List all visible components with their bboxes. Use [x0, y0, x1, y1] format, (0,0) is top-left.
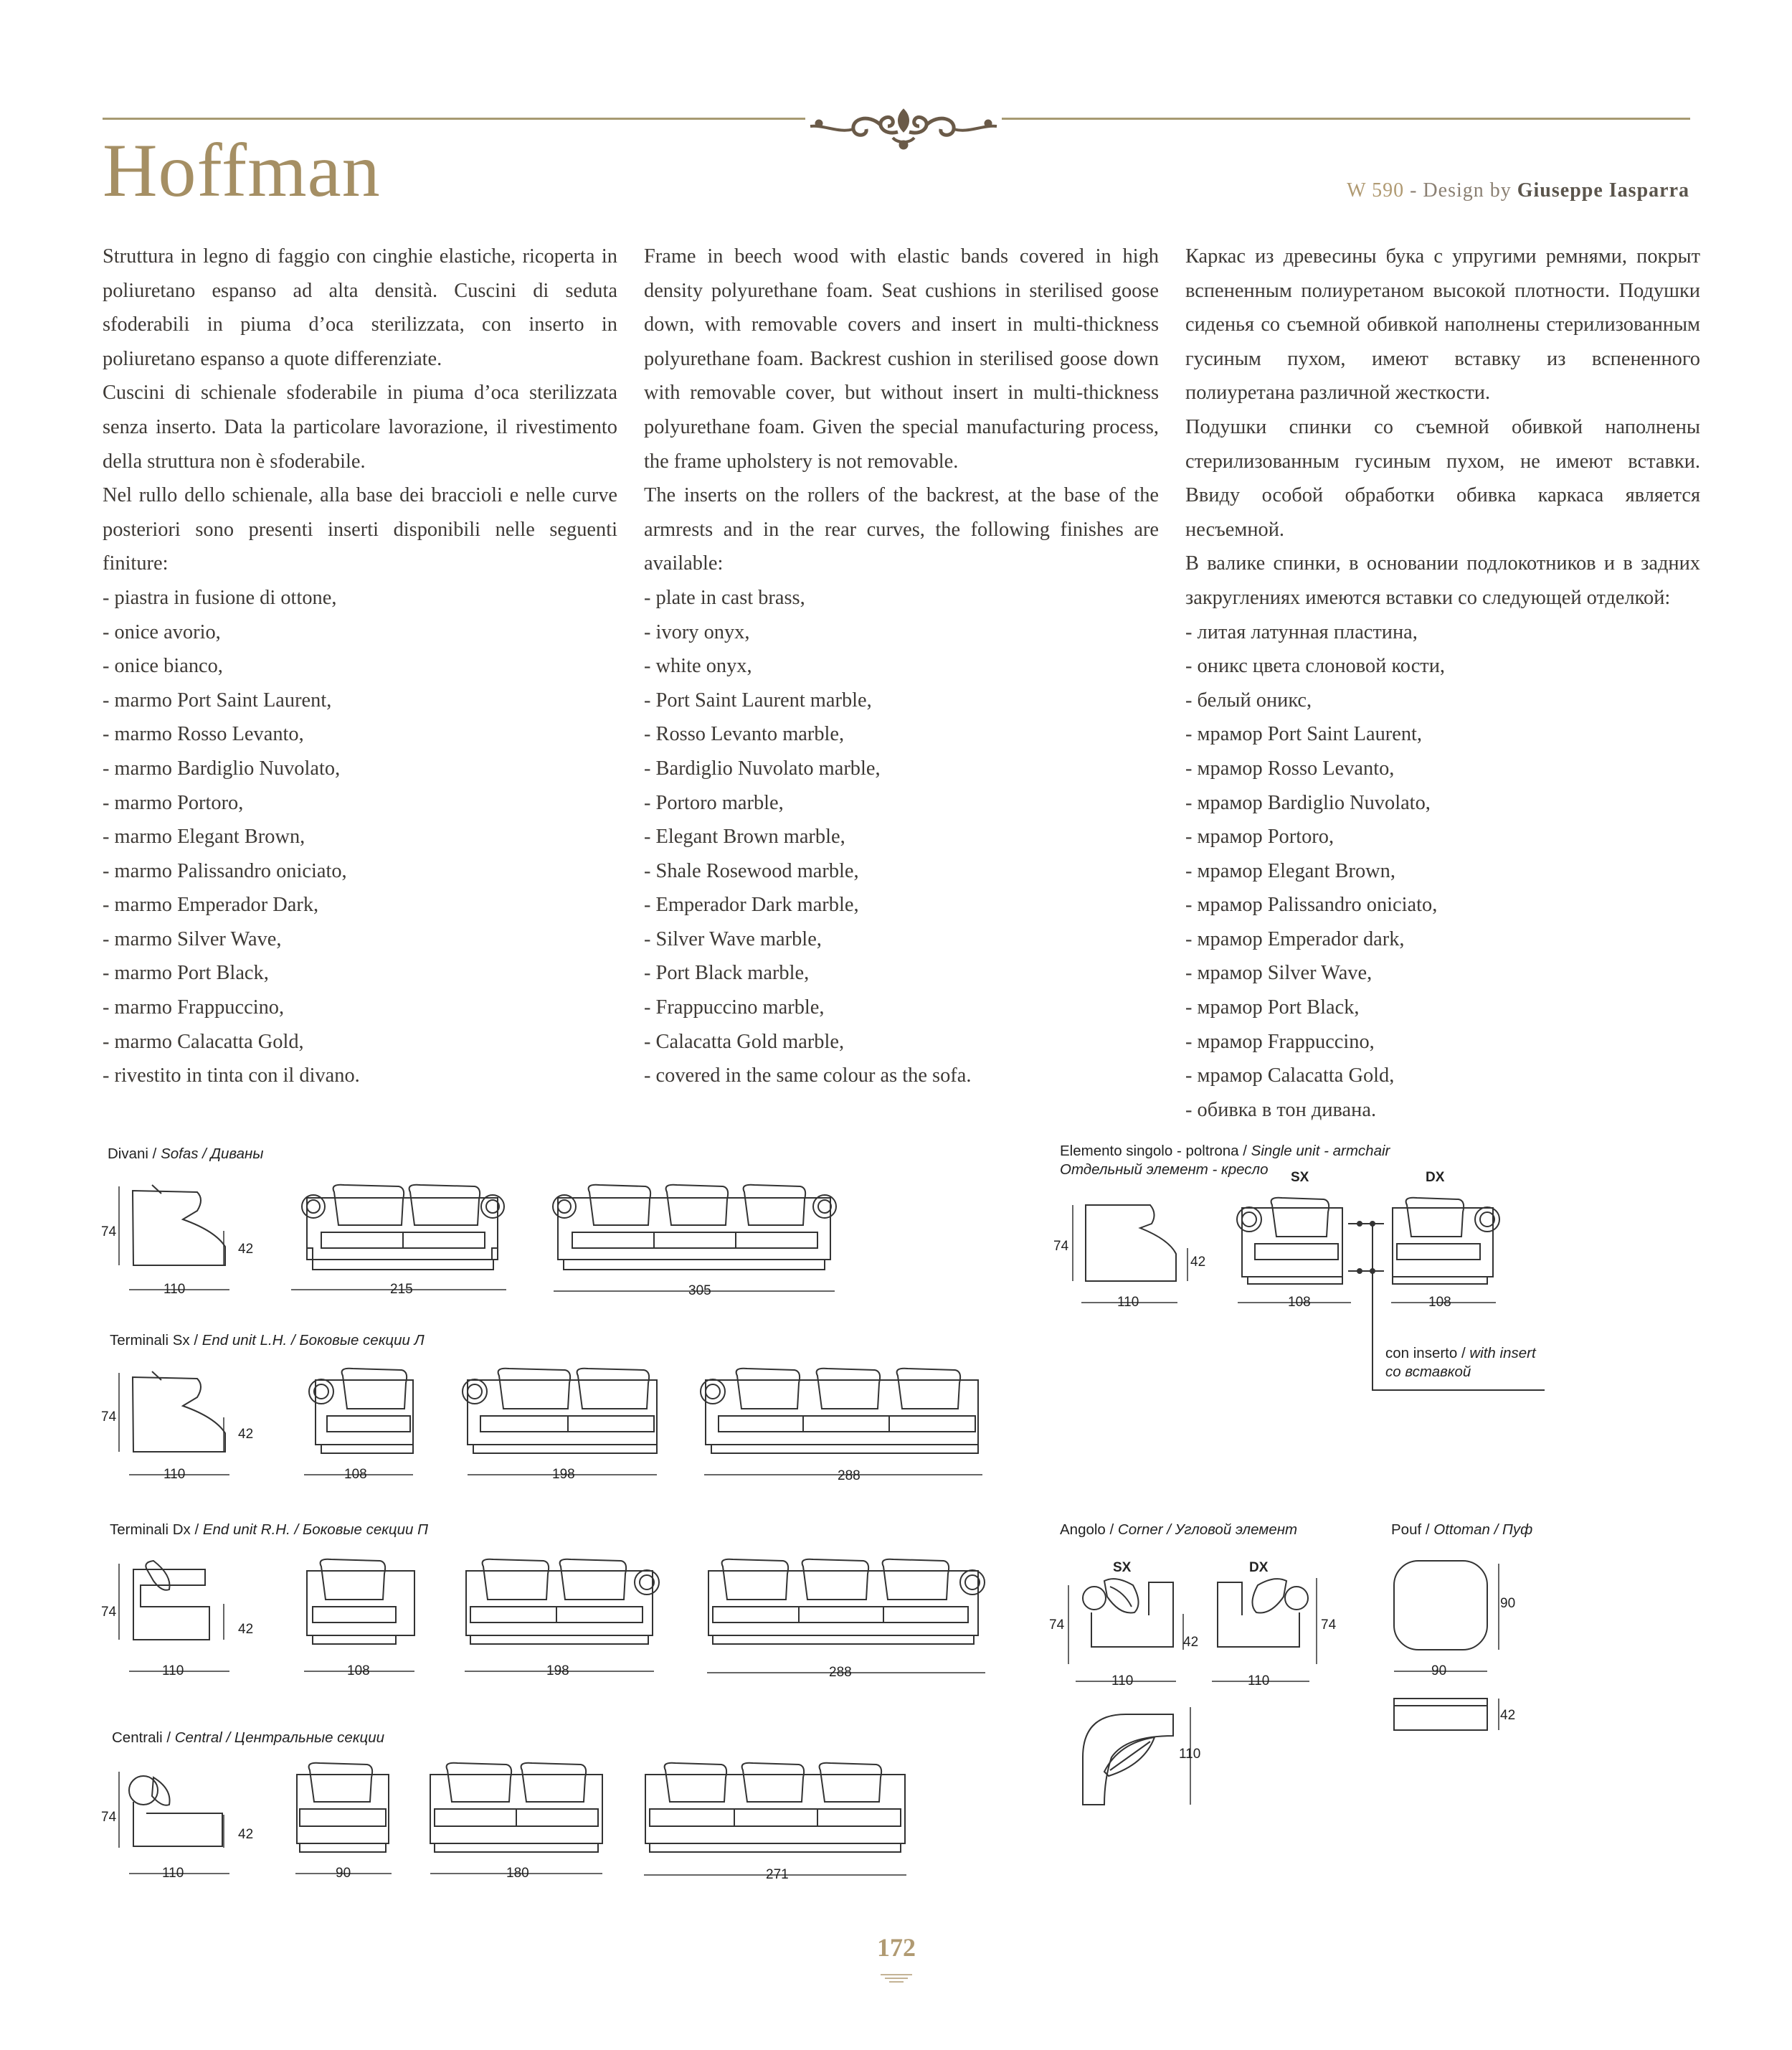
section-corner: Angolo / Corner / Угловой элемент [1060, 1521, 1298, 1538]
sofa-305-front [553, 1185, 836, 1270]
dim-width: 271 [766, 1867, 789, 1882]
list-item: - Port Black marble, [644, 962, 810, 985]
dim-width: 215 [390, 1282, 413, 1297]
dim-width: 288 [829, 1665, 852, 1680]
list-item: - мрамор Elegant Brown, [1185, 859, 1395, 882]
paragraph: Struttura in legno di faggio con cinghie elastiche, ricoperta in poliuretano espanso ad alta densità. Cuscini di seduta sfoderabili in piuma d’oca sterilizzata, con inserto in poliuretano espanso a quote differenziate. [103, 245, 617, 370]
list-item: - мрамор Palissandro oniciato, [1185, 894, 1438, 917]
list-item: - мрамор Rosso Levanto, [1185, 757, 1395, 780]
insert-note: con inserto / with insert со вставкой [1385, 1345, 1536, 1380]
list-item: - Rosso Levanto marble, [644, 723, 845, 746]
page-number: 172 [877, 1933, 916, 1962]
list-item: - covered in the same colour as the sofa. [644, 1064, 972, 1087]
end-rh-108-front [307, 1559, 414, 1644]
list-item: - обивка в тон дивана. [1185, 1098, 1377, 1121]
section-end-unit-rh: Terminali Dx / End unit R.H. / Боковые секции П [110, 1521, 428, 1538]
list-item: - мрамор Emperador dark, [1185, 927, 1405, 950]
label-dx: DX [1426, 1170, 1445, 1185]
list-item: - marmo Calacatta Gold, [103, 1030, 304, 1053]
dim-width: 90 [336, 1866, 351, 1881]
section-pouf: Pouf / Ottoman / Пуф [1391, 1521, 1533, 1538]
dim-height: 74 [1321, 1617, 1337, 1633]
corner-sx-front [1083, 1579, 1173, 1647]
list-item: - Portoro marble, [644, 791, 784, 814]
dim-seat-height: 42 [238, 1827, 254, 1842]
list-item: - piastra in fusione di ottone, [103, 586, 337, 609]
list-item: - оникс цвета слоновой кости, [1185, 655, 1446, 678]
list-item: - литая латунная пластина, [1185, 620, 1418, 643]
dim-height: 74 [101, 1810, 117, 1825]
section-sofas: Divani / Sofas / Диваны [108, 1146, 264, 1162]
list-item: - мрамор Port Black, [1185, 996, 1360, 1019]
paragraph: Каркас из древесины бука с упругими ремнями, покрыт вспененным полиуретаном высокой плотности. Подушки сиденья со съемной обивкой наполнены стерилизованным гусиным пухом, имеют вставку из вспененного полиуретана различной жесткости. [1185, 245, 1700, 405]
list-item: - мрамор Calacatta Gold, [1185, 1064, 1395, 1087]
dim-width: 288 [838, 1468, 861, 1483]
paragraph: Frame in beech wood with elastic bands covered in high density polyurethane foam. Seat cushions in sterilised goose down, with removable covers and insert in multi-thickness polyurethane foam. Backrest cushion in sterilised goose down with removable cover, but without insert in multi-thickness polyurethane foam. Given the special manufacturing process, the frame upholstery is not removable. [644, 245, 1159, 473]
dim-width: 108 [347, 1663, 370, 1678]
list-item: - Frappuccino marble, [644, 996, 825, 1019]
central-side-view [129, 1776, 222, 1846]
list-item: - marmo Bardiglio Nuvolato, [103, 757, 341, 780]
dim-depth: 110 [163, 1467, 186, 1482]
list-item: - onice avorio, [103, 620, 221, 643]
label-dx: DX [1249, 1560, 1269, 1575]
dim-width: 108 [344, 1467, 367, 1482]
dim-seat-height: 42 [238, 1242, 254, 1257]
list-item: - Emperador Dark marble, [644, 894, 859, 917]
list-item: - мрамор Frappuccino, [1185, 1030, 1375, 1053]
section-central: Centrali / Central / Центральные секции [112, 1729, 385, 1746]
page-number-underline [881, 1973, 912, 1983]
dim-width: 90 [1431, 1663, 1447, 1678]
central-271-front [645, 1763, 905, 1852]
dim-width: 198 [552, 1467, 575, 1482]
list-item: - белый оникс, [1185, 689, 1312, 712]
dim-depth: 110 [1179, 1747, 1201, 1762]
list-item: - мрамор Bardiglio Nuvolato, [1185, 791, 1431, 814]
end-lh-side-view [133, 1371, 225, 1452]
end-rh-side-view [133, 1561, 209, 1640]
armchair-side-view [1086, 1205, 1176, 1281]
list-item: - Elegant Brown marble, [644, 826, 845, 849]
dim-depth: 110 [1117, 1295, 1139, 1310]
dim-height: 74 [101, 1224, 117, 1239]
dim-height: 74 [1053, 1239, 1069, 1254]
dim-depth: 110 [162, 1663, 184, 1678]
dim-height: 90 [1500, 1596, 1516, 1611]
dim-seat-height: 42 [238, 1622, 254, 1637]
list-item: - мрамор Silver Wave, [1185, 962, 1373, 985]
model-code: W 590 [1347, 179, 1405, 202]
dim-seat-height: 42 [1500, 1708, 1516, 1723]
list-item: - мрамор Port Saint Laurent, [1185, 723, 1423, 746]
dim-depth: 110 [1111, 1673, 1134, 1688]
list-item: - marmo Port Saint Laurent, [103, 689, 332, 712]
dim-width: 180 [506, 1866, 529, 1881]
list-item: - Bardiglio Nuvolato marble, [644, 757, 881, 780]
armchair-dx-front [1393, 1198, 1499, 1284]
corner-dx-front [1218, 1579, 1308, 1647]
list-item: - marmo Emperador Dark, [103, 894, 319, 917]
list-item: - Silver Wave marble, [644, 927, 822, 950]
list-item: - Calacatta Gold marble, [644, 1030, 845, 1053]
central-180-front [430, 1763, 602, 1852]
list-item: - marmo Frappuccino, [103, 996, 285, 1019]
dim-height: 74 [101, 1409, 117, 1425]
pouf-side-view [1394, 1699, 1487, 1730]
dim-height: 74 [1049, 1617, 1065, 1633]
sofa-side-view [133, 1185, 225, 1265]
list-item: - marmo Rosso Levanto, [103, 723, 304, 746]
paragraph: В валике спинки, в основании подлокотников и в задних закруглениях имеются вставки со следующей отделкой: [1185, 552, 1700, 609]
section-armchair: Elemento singolo - poltrona / Single unit - armchair Отдельный элемент - кресло [1060, 1143, 1390, 1178]
dim-seat-height: 42 [1190, 1255, 1206, 1270]
dim-depth: 110 [1248, 1673, 1270, 1688]
dim-depth: 110 [163, 1282, 186, 1297]
armchair-sx-front [1237, 1198, 1342, 1284]
label-sx: SX [1113, 1560, 1132, 1575]
paragraph: The inserts on the rollers of the backrest, at the base of the armrests and in the rear curves, the following finishes are available: [644, 484, 1159, 575]
list-item: - marmo Port Black, [103, 962, 269, 985]
list-item: - Shale Rosewood marble, [644, 859, 859, 882]
pouf-top-view [1394, 1561, 1487, 1650]
dim-width: 108 [1288, 1295, 1311, 1310]
dim-width: 305 [688, 1283, 711, 1298]
paragraph: Nel rullo dello schienale, alla base dei braccioli e nelle curve posteriori sono presenti inserti disponibili nelle seguenti finiture: [103, 484, 617, 575]
section-end-unit-lh: Terminali Sx / End unit L.H. / Боковые секции Л [110, 1332, 425, 1348]
central-90-front [297, 1763, 389, 1852]
end-lh-198-front [463, 1369, 657, 1453]
list-item: - plate in cast brass, [644, 586, 805, 609]
list-item: - white onyx, [644, 655, 752, 678]
dim-width: 198 [546, 1663, 569, 1678]
design-prefix: - Design by [1404, 179, 1517, 202]
list-item: - marmo Palissandro oniciato, [103, 859, 347, 882]
dim-seat-height: 42 [238, 1427, 254, 1442]
paragraph: Подушки спинки со съемной обивкой наполнены стерилизованным гусиным пухом, не имеют вставки. Ввиду особой обработки обивка каркаса является несъемной. [1185, 415, 1700, 541]
list-item: - мрамор Portoro, [1185, 826, 1334, 849]
list-item: - marmo Elegant Brown, [103, 826, 305, 849]
paragraph: Cuscini di schienale sfoderabile in piuma d’oca sterilizzata senza inserto. Data la particolare lavorazione, il rivestimento della struttura non è sfoderabile. [103, 382, 617, 473]
sofa-215-front [302, 1185, 504, 1270]
dim-width: 108 [1428, 1295, 1451, 1310]
dimension-lines [119, 1186, 1499, 1875]
list-item: - Port Saint Laurent marble, [644, 689, 872, 712]
designer-name: Giuseppe Iasparra [1517, 179, 1689, 202]
dim-seat-height: 42 [1183, 1635, 1199, 1650]
list-item: - marmo Portoro, [103, 791, 244, 814]
list-item: - ivory onyx, [644, 620, 750, 643]
end-rh-288-front [708, 1559, 985, 1644]
end-lh-108-front [309, 1369, 413, 1453]
dim-depth: 110 [162, 1866, 184, 1881]
list-item: - rivestito in tinta con il divano. [103, 1064, 360, 1087]
end-rh-198-front [466, 1559, 659, 1644]
corner-top-view [1083, 1714, 1173, 1805]
list-item: - onice bianco, [103, 655, 223, 678]
list-item: - marmo Silver Wave, [103, 927, 282, 950]
page-title: Hoffman [103, 128, 381, 212]
dim-height: 74 [101, 1605, 117, 1620]
end-lh-288-front [701, 1369, 978, 1453]
label-sx: SX [1291, 1170, 1309, 1185]
